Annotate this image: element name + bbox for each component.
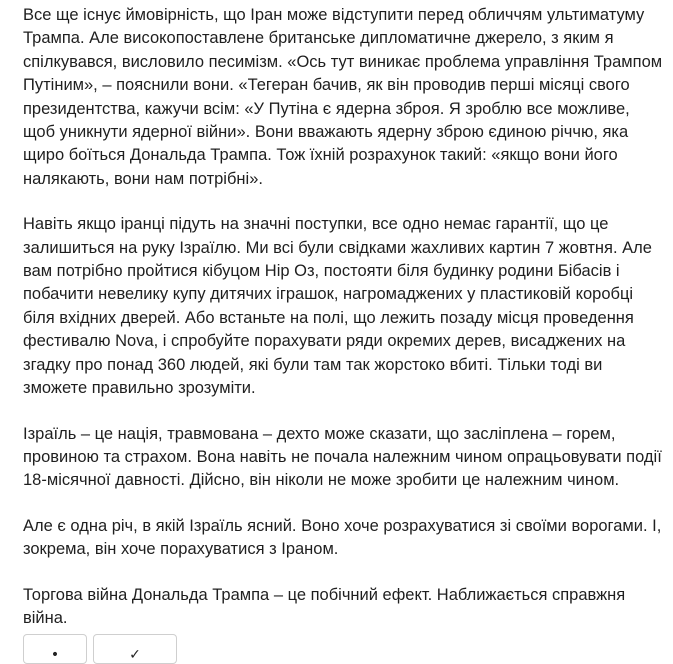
like-button[interactable]: [23, 634, 87, 664]
reaction-bar: [23, 634, 177, 664]
like-icon: •: [50, 647, 60, 663]
article-paragraph-2: Навіть якщо іранці підуть на значні поступки, все одно немає гарантії, що це залишиться на руку Ізраїлю. Ми всі були свідками жахливих картин 7 жовтня. Але вам потрібно пройтися кібуцом Нір Оз, постояти біля будинку родини Бібасів і побачити невелику купу дитячих іграшок, нагромаджених у пластиковій коробці біля вхідних дверей. Або встаньте на полі, що лежить позаду місця проведення фестивалю Nova, і спробуйте порахувати ряди окремих дерев, висаджених на згадку про понад 360 людей, які були там так жорстоко вбиті. Тільки тоді ви зможете правильно зрозуміти.: [23, 215, 652, 398]
article-paragraph-4: Але є одна річ, в якій Ізраїль ясний. Воно хоче розрахуватися зі своїми ворогами. І, зокрема, він хоче порахуватися з Іраном.: [23, 516, 662, 559]
article-body: [23, 0, 663, 652]
share-button[interactable]: [93, 634, 177, 664]
article-paragraph-5: Торгова війна Дональда Трампа – це побічний ефект. Наближається справжня війна.: [23, 585, 626, 627]
share-icon: ✓: [129, 647, 141, 663]
article-paragraph-3: Ізраїль – це нація, травмована – дехто може сказати, що засліплена – горем, провиною та страхом. Вона навіть не почала належним чином опрацьовувати події 18-місячної давності. Дійсно, він ніколи не може зробити це належним чином.: [23, 424, 662, 490]
article-paragraph-1: Все ще існує ймовірність, що Іран може відступити перед обличчям ультиматуму Трампа. Але високопоставлене британське дипломатичне джерело, з яким я спілкувався, висловило песимізм. «Ось тут виникає проблема управління Трампом Путіним», – пояснили вони. «Тегеран бачив, як він проводив перші місяці свого президентства, кажучи всім: «У Путіна є ядерна зброя. Я зроблю все можливе, щоб уникнути ядерної війни». Вони вважають ядерну зброю єдиною річчю, яка щиро боїться Дональда Трампа. Тож їхній розрахунок такий: «якщо вони його налякають, вони нам потрібні».: [23, 6, 663, 188]
